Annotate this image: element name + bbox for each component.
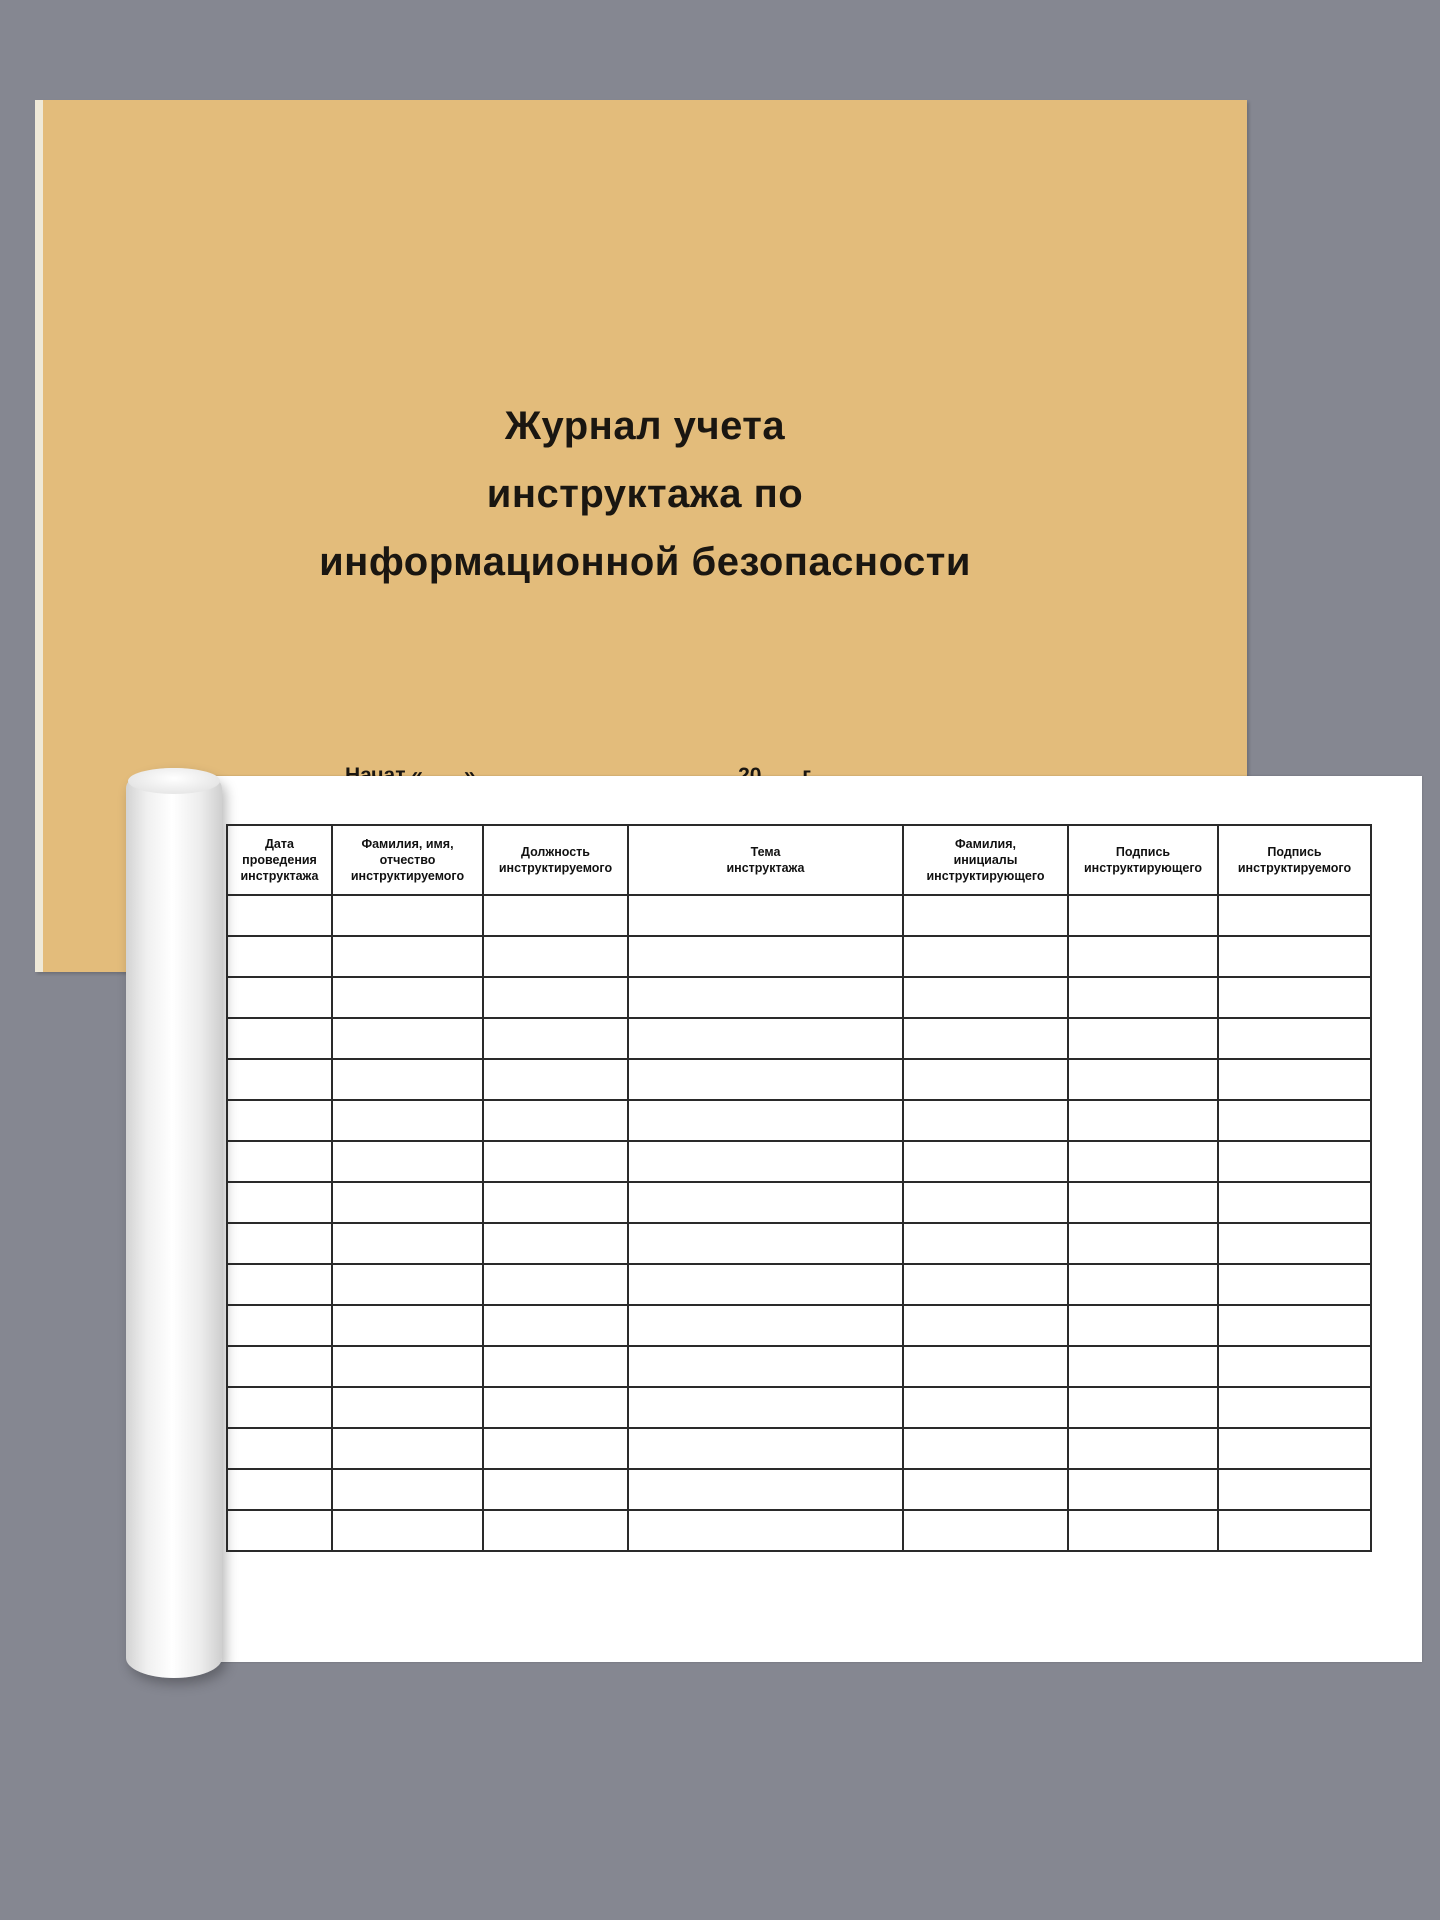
table-cell — [903, 1223, 1068, 1264]
table-row — [227, 936, 1371, 977]
table-cell — [628, 1346, 903, 1387]
table-header-row — [227, 825, 1371, 895]
table-cell — [227, 1305, 332, 1346]
table-cell — [227, 1428, 332, 1469]
table-row — [227, 1305, 1371, 1346]
table-cell — [1218, 895, 1371, 936]
cover-title — [43, 392, 1247, 596]
table-row — [227, 977, 1371, 1018]
table-cell — [1218, 1305, 1371, 1346]
table-cell — [483, 1387, 628, 1428]
table-cell — [903, 1182, 1068, 1223]
table-cell — [227, 977, 332, 1018]
table-cell — [227, 1264, 332, 1305]
table-row — [227, 1387, 1371, 1428]
table-cell — [903, 1264, 1068, 1305]
table-cell — [227, 1018, 332, 1059]
table-row — [227, 1510, 1371, 1551]
table-cell — [1068, 1469, 1218, 1510]
table-row — [227, 1428, 1371, 1469]
table-cell — [332, 895, 483, 936]
table-cell — [227, 1346, 332, 1387]
table-cell — [227, 1100, 332, 1141]
table-cell — [332, 1264, 483, 1305]
table-cell — [483, 1469, 628, 1510]
table-cell — [332, 1387, 483, 1428]
table-row — [227, 1018, 1371, 1059]
table-row — [227, 1100, 1371, 1141]
table-cell — [1068, 1428, 1218, 1469]
table-cell — [1068, 1182, 1218, 1223]
table-cell — [483, 1059, 628, 1100]
table-cell — [903, 977, 1068, 1018]
table-cell — [227, 1387, 332, 1428]
table-cell — [483, 1018, 628, 1059]
table-cell — [227, 1182, 332, 1223]
table-cell — [628, 1141, 903, 1182]
table-cell — [483, 1346, 628, 1387]
table-cell — [332, 977, 483, 1018]
table-cell — [1218, 1059, 1371, 1100]
instruction-log-table — [226, 824, 1372, 1552]
table-cell — [483, 1510, 628, 1551]
table-cell — [628, 1223, 903, 1264]
table-cell — [483, 1100, 628, 1141]
table-cell — [628, 1264, 903, 1305]
table-cell — [628, 1305, 903, 1346]
header-trainee-signature: Подпись инструктируемого — [1218, 825, 1371, 895]
table-cell — [628, 1182, 903, 1223]
table-cell — [483, 895, 628, 936]
table-cell — [1218, 1428, 1371, 1469]
table-cell — [628, 977, 903, 1018]
table-cell — [903, 936, 1068, 977]
table-cell — [1068, 1100, 1218, 1141]
table-cell — [483, 1141, 628, 1182]
table-cell — [628, 936, 903, 977]
table-cell — [1218, 1387, 1371, 1428]
header-instructor-signature: Подпись инструктирующего — [1068, 825, 1218, 895]
table-cell — [903, 1141, 1068, 1182]
table-cell — [628, 1428, 903, 1469]
table-cell — [332, 1510, 483, 1551]
table-cell — [483, 1223, 628, 1264]
table-cell — [1068, 1223, 1218, 1264]
cover-title-line-1: Журнал учета — [504, 404, 786, 448]
table-cell — [1218, 1182, 1371, 1223]
table-cell — [903, 895, 1068, 936]
table-cell — [227, 895, 332, 936]
table-cell — [332, 1305, 483, 1346]
table-cell — [628, 1059, 903, 1100]
table-row — [227, 1469, 1371, 1510]
table-row — [227, 1264, 1371, 1305]
table-cell — [1218, 1510, 1371, 1551]
table-cell — [1068, 895, 1218, 936]
table-cell — [332, 1100, 483, 1141]
table-cell — [332, 1428, 483, 1469]
page-roll — [126, 768, 222, 1678]
table-cell — [227, 1059, 332, 1100]
table-row — [227, 1059, 1371, 1100]
table-cell — [332, 1141, 483, 1182]
table-cell — [1218, 1018, 1371, 1059]
table-cell — [332, 1223, 483, 1264]
table-cell — [1068, 1059, 1218, 1100]
table-cell — [1218, 1141, 1371, 1182]
cover-title-line-2: инструктажа по — [486, 472, 804, 516]
table-cell — [903, 1305, 1068, 1346]
table-cell — [1218, 1469, 1371, 1510]
table-cell — [903, 1346, 1068, 1387]
table-cell — [332, 1059, 483, 1100]
table-cell — [332, 1182, 483, 1223]
table-row — [227, 1346, 1371, 1387]
table-cell — [1068, 1141, 1218, 1182]
table-cell — [1068, 1018, 1218, 1059]
table-row — [227, 1182, 1371, 1223]
table-cell — [903, 1510, 1068, 1551]
table-cell — [903, 1387, 1068, 1428]
table-cell — [1218, 936, 1371, 977]
table-cell — [628, 1469, 903, 1510]
table-cell — [332, 1469, 483, 1510]
table-cell — [227, 1223, 332, 1264]
table-cell — [1068, 1346, 1218, 1387]
cover-title-line-3: информационной безопасности — [319, 540, 971, 584]
table-cell — [628, 1100, 903, 1141]
table-row — [227, 1141, 1371, 1182]
table-cell — [628, 1510, 903, 1551]
table-cell — [1068, 936, 1218, 977]
table-cell — [903, 1059, 1068, 1100]
table-body — [227, 895, 1371, 1551]
header-date: Дата проведения инструктажа — [227, 825, 332, 895]
table-cell — [483, 1305, 628, 1346]
table-cell — [1218, 977, 1371, 1018]
table-cell — [628, 895, 903, 936]
table-cell — [227, 936, 332, 977]
table-cell — [628, 1018, 903, 1059]
table-cell — [1218, 1346, 1371, 1387]
table-cell — [332, 1018, 483, 1059]
header-trainee-name: Фамилия, имя, отчество инструктируемого — [332, 825, 483, 895]
table-cell — [332, 1346, 483, 1387]
header-trainee-position: Должность инструктируемого — [483, 825, 628, 895]
table-cell — [1068, 977, 1218, 1018]
table-cell — [903, 1428, 1068, 1469]
table-cell — [628, 1387, 903, 1428]
table-cell — [1068, 1264, 1218, 1305]
header-topic: Тема инструктажа — [628, 825, 903, 895]
page-roll-top — [128, 768, 220, 794]
table-cell — [1068, 1387, 1218, 1428]
table-cell — [1218, 1100, 1371, 1141]
table-cell — [483, 1428, 628, 1469]
table-cell — [332, 936, 483, 977]
table-cell — [903, 1100, 1068, 1141]
table-cell — [483, 1182, 628, 1223]
table-cell — [1068, 1305, 1218, 1346]
table-cell — [483, 977, 628, 1018]
header-instructor-name: Фамилия, инициалы инструктирующего — [903, 825, 1068, 895]
table-cell — [227, 1469, 332, 1510]
table-cell — [227, 1510, 332, 1551]
table-row — [227, 1223, 1371, 1264]
table-cell — [227, 1141, 332, 1182]
table-cell — [483, 936, 628, 977]
table-row — [227, 895, 1371, 936]
table-cell — [1218, 1264, 1371, 1305]
table-cell — [903, 1469, 1068, 1510]
table-cell — [483, 1264, 628, 1305]
table-cell — [1218, 1223, 1371, 1264]
table-cell — [1068, 1510, 1218, 1551]
table-cell — [903, 1018, 1068, 1059]
